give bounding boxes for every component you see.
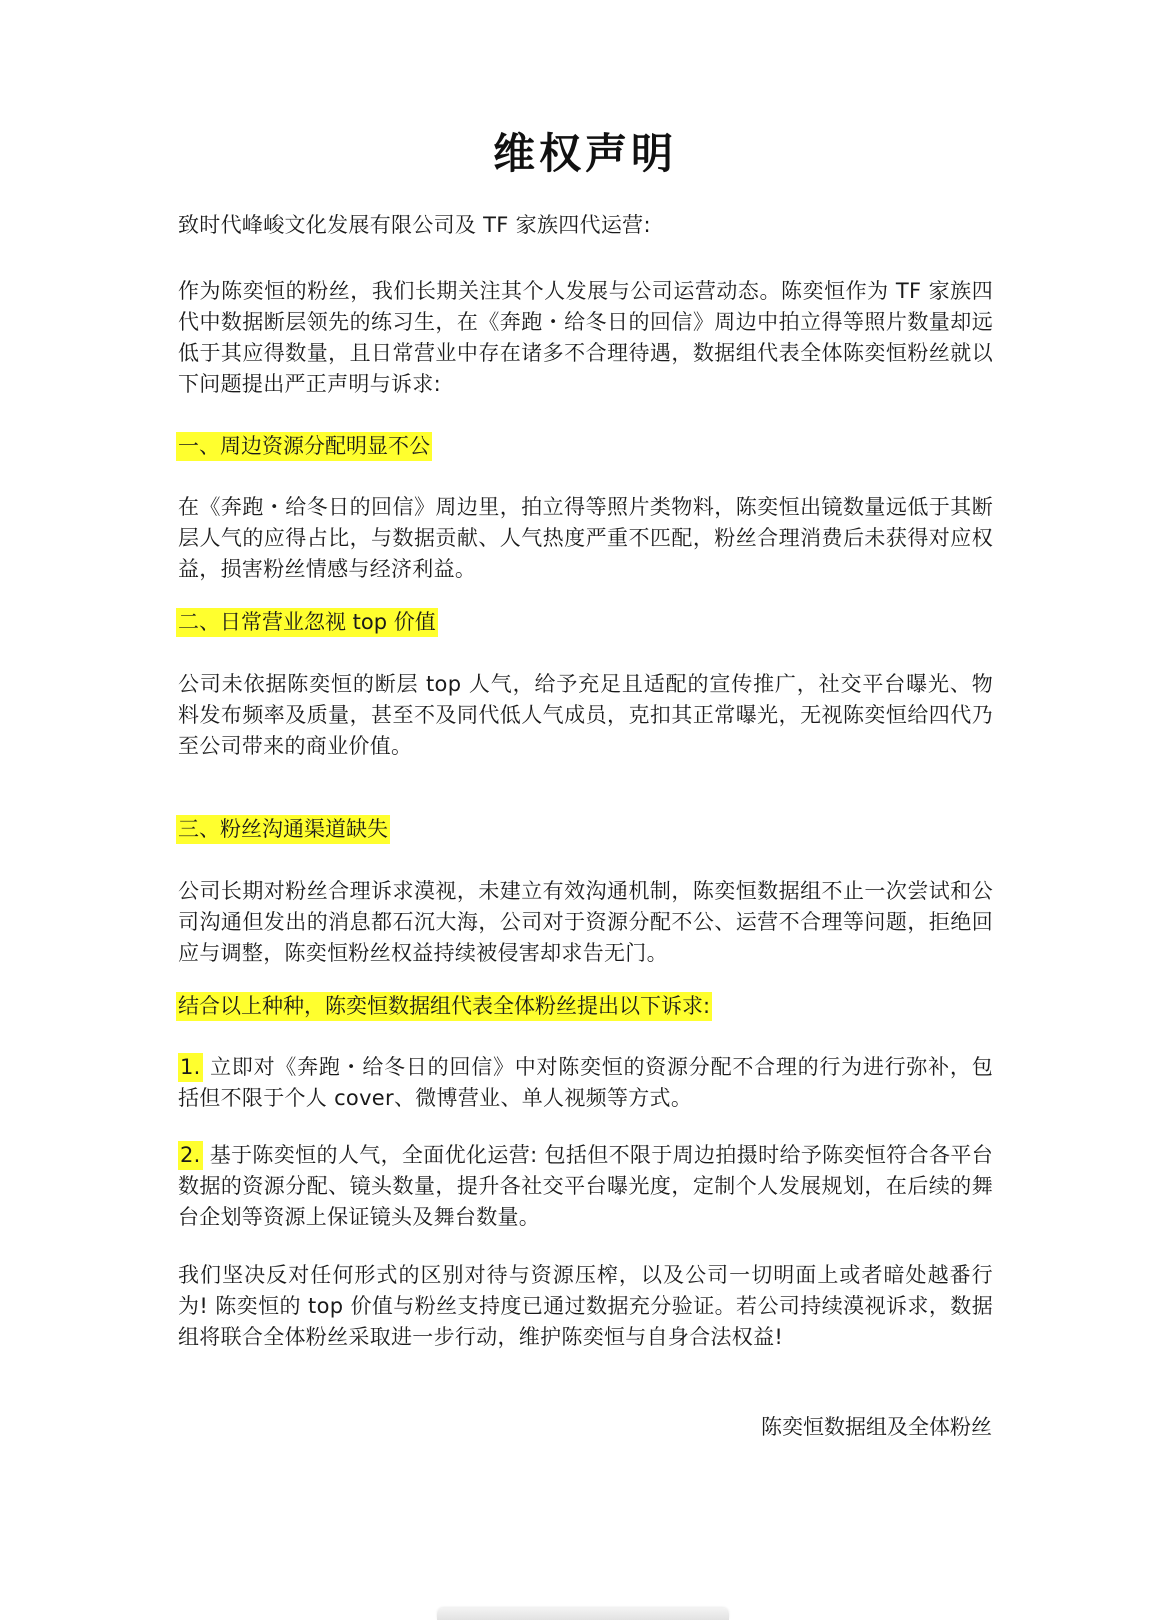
demand-1 — [178, 1052, 993, 1114]
scroll-handle[interactable] — [437, 1608, 729, 1620]
intro-paragraph: 作为陈奕恒的粉丝，我们长期关注其个人发展与公司运营动态。陈奕恒作为 TF 家族四代中数据断层领先的练习生，在《奔跑・给冬日的回信》周边中拍立得等照片数量却远低于其应得数量，且日常营业中存在诸多不合理待遇，数据组代表全体陈奕恒粉丝就以下问题提出严正声明与诉求: — [178, 279, 993, 396]
section-1-body: 在《奔跑・给冬日的回信》周边里，拍立得等照片类物料，陈奕恒出镜数量远低于其断层人气的应得占比，与数据贡献、人气热度严重不匹配，粉丝合理消费后未获得对应权益，损害粉丝情感与经济利益。 — [178, 495, 993, 581]
section-2-heading — [176, 607, 438, 638]
section-3-body: 公司长期对粉丝合理诉求漠视，未建立有效沟通机制，陈奕恒数据组不止一次尝试和公司沟通但发出的消息都石沉大海，公司对于资源分配不公、运营不合理等问题，拒绝回应与调整，陈奕恒粉丝权益持续被侵害却求告无门。 — [178, 879, 993, 965]
section-1-heading-text: 一、周边资源分配明显不公 — [176, 432, 432, 461]
demand-1-text: 立即对《奔跑・给冬日的回信》中对陈奕恒的资源分配不合理的行为进行弥补，包括但不限于个人 cover、微博营业、单人视频等方式。 — [178, 1055, 993, 1110]
section-2-body: 公司未依据陈奕恒的断层 top 人气，给予充足且适配的宣传推广，社交平台曝光、物料发布频率及质量，甚至不及同代低人气成员，克扣其正常曝光，无视陈奕恒给四代乃至公司带来的商业价值。 — [178, 672, 993, 758]
demand-2-text: 基于陈奕恒的人气，全面优化运营: 包括但不限于周边拍摄时给予陈奕恒符合各平台数据的资源分配、镜头数量，提升各社交平台曝光度，定制个人发展规划，在后续的舞台企划等资源上保证镜头及舞台数量。 — [178, 1143, 993, 1229]
signature: 陈奕恒数据组及全体粉丝 — [761, 1415, 992, 1439]
section-3-heading-text: 三、粉丝沟通渠道缺失 — [176, 815, 390, 844]
section-2-heading-text: 二、日常营业忽视 top 价值 — [176, 608, 438, 637]
demands-heading — [176, 991, 712, 1022]
demands-heading-text: 结合以上种种，陈奕恒数据组代表全体粉丝提出以下诉求: — [176, 992, 712, 1021]
section-3-heading — [176, 814, 390, 845]
demand-1-number: 1. — [178, 1053, 203, 1082]
demand-2 — [178, 1140, 993, 1233]
closing-paragraph: 我们坚决反对任何形式的区别对待与资源压榨，以及公司一切明面上或者暗处越番行为! 陈奕恒的 top 价值与粉丝支持度已通过数据充分验证。若公司持续漠视诉求，数据组将联合全体粉丝采取进一步行动，维护陈奕恒与自身合法权益! — [178, 1263, 993, 1349]
section-1-heading — [176, 431, 432, 462]
salutation: 致时代峰峻文化发展有限公司及 TF 家族四代运营: — [178, 213, 651, 237]
document-title: 维权声明 — [492, 129, 677, 178]
demand-2-number: 2. — [178, 1141, 203, 1170]
